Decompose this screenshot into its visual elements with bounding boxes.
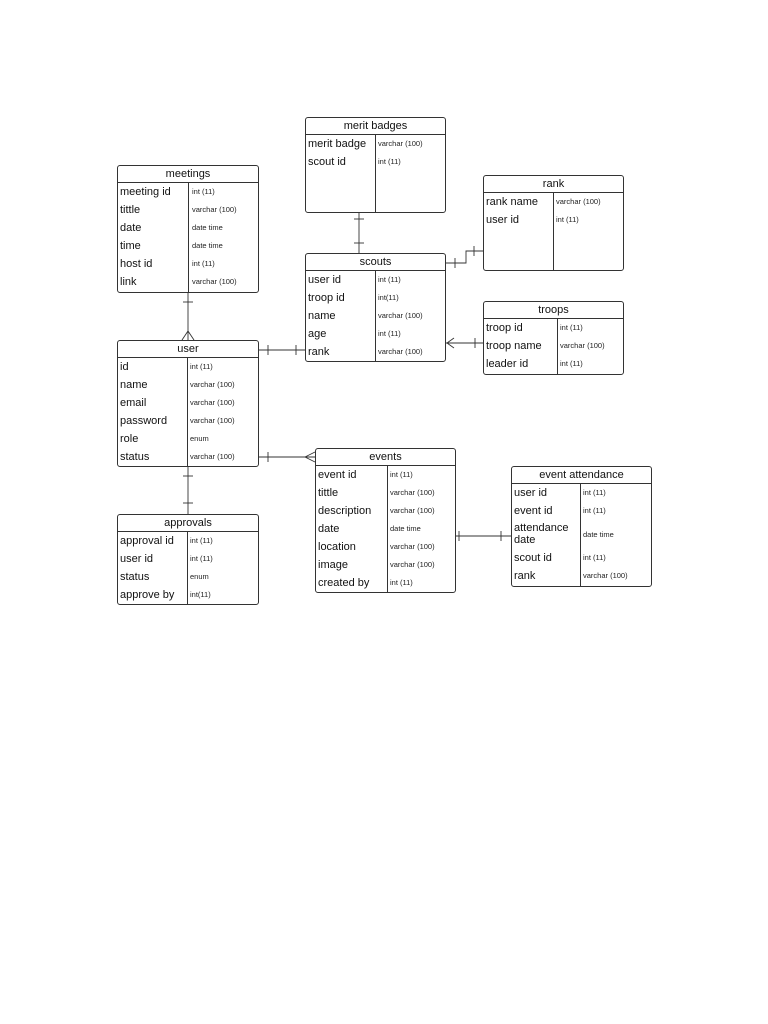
field-name: host id [120, 258, 153, 270]
field-name: user id [308, 274, 342, 286]
entity-title: events [316, 449, 455, 466]
field-name: rank [514, 570, 536, 582]
field-type: int(11) [378, 293, 399, 302]
field-row [118, 532, 258, 550]
field-row [512, 549, 651, 567]
field-row [306, 153, 445, 171]
field-type: date time [192, 223, 223, 232]
entity-title: rank [484, 176, 623, 193]
field-type: int (11) [390, 578, 413, 587]
field-row [484, 355, 623, 373]
field-name: troop id [308, 292, 345, 304]
field-type: int (11) [556, 215, 579, 224]
entity-merit-badges [305, 117, 446, 213]
entity-meetings [117, 165, 259, 293]
field-type: varchar (100) [190, 416, 235, 425]
field-name: status [120, 451, 150, 463]
entity-rank [483, 175, 624, 271]
field-name: date [318, 523, 340, 535]
field-row [484, 337, 623, 355]
field-type: varchar (100) [192, 205, 237, 214]
field-name: role [120, 433, 139, 445]
field-type: enum [190, 434, 209, 443]
entity-troops [483, 301, 624, 375]
field-name: link [120, 276, 137, 288]
field-row [316, 520, 455, 538]
field-type: varchar (100) [190, 452, 235, 461]
field-type: varchar (100) [390, 506, 435, 515]
field-type: varchar (100) [378, 139, 423, 148]
field-name: event id [318, 469, 357, 481]
field-name: time [120, 240, 141, 252]
field-name: scout id [308, 156, 346, 168]
field-name: attendance date [514, 522, 569, 546]
field-name: date [120, 222, 142, 234]
field-type: enum [190, 572, 209, 581]
entity-title: merit badges [306, 118, 445, 135]
field-row [306, 343, 445, 361]
field-type: varchar (100) [390, 542, 435, 551]
entity-title: scouts [306, 254, 445, 271]
entity-events [315, 448, 456, 593]
field-type: int (11) [378, 157, 401, 166]
field-name: user id [514, 487, 548, 499]
field-row [118, 219, 258, 237]
field-type: int (11) [192, 187, 215, 196]
field-row [316, 466, 455, 484]
field-row [118, 183, 258, 201]
field-name: tittle [120, 204, 141, 216]
field-type: date time [390, 524, 421, 533]
field-name: image [318, 559, 348, 571]
field-row [316, 538, 455, 556]
field-name: approval id [120, 535, 174, 547]
field-type: varchar (100) [390, 488, 435, 497]
field-row [118, 201, 258, 219]
field-row [512, 520, 651, 549]
field-type: varchar (100) [190, 380, 235, 389]
field-type: int (11) [560, 359, 583, 368]
field-name: troop name [486, 340, 542, 352]
field-type: int (11) [192, 259, 215, 268]
field-row [118, 237, 258, 255]
entity-title: meetings [118, 166, 258, 183]
entity-title: event attendance [512, 467, 651, 484]
field-row [118, 394, 258, 412]
field-row [306, 289, 445, 307]
field-row [118, 376, 258, 394]
field-type: int (11) [378, 329, 401, 338]
field-row [118, 412, 258, 430]
field-name: user id [120, 553, 154, 565]
field-name: created by [318, 577, 370, 589]
field-type: int (11) [560, 323, 583, 332]
field-type: date time [583, 530, 614, 539]
field-name: leader id [486, 358, 529, 370]
field-row [118, 430, 258, 448]
field-row [316, 574, 455, 592]
field-name: rank [308, 346, 330, 358]
entity-title: troops [484, 302, 623, 319]
entity-title: user [118, 341, 258, 358]
field-type: varchar (100) [378, 347, 423, 356]
field-row [306, 271, 445, 289]
entity-user [117, 340, 259, 467]
field-name: rank name [486, 196, 538, 208]
field-name: user id [486, 214, 520, 226]
field-row [512, 502, 651, 520]
field-row [306, 307, 445, 325]
field-row [118, 586, 258, 604]
field-row [306, 325, 445, 343]
field-type: int (11) [190, 554, 213, 563]
field-name: merit badge [308, 138, 367, 150]
field-row [118, 550, 258, 568]
field-name: tittle [318, 487, 339, 499]
field-type: varchar (100) [583, 571, 628, 580]
entity-event-attendance [511, 466, 652, 587]
field-row [118, 448, 258, 466]
field-type: int (11) [190, 362, 213, 371]
field-type: int (11) [583, 553, 606, 562]
entity-title: approvals [118, 515, 258, 532]
field-row [118, 255, 258, 273]
field-row [316, 484, 455, 502]
field-name: age [308, 328, 327, 340]
field-name: name [120, 379, 148, 391]
field-type: int (11) [378, 275, 401, 284]
field-row [484, 193, 623, 211]
entity-approvals [117, 514, 259, 605]
field-type: date time [192, 241, 223, 250]
field-name: description [318, 505, 372, 517]
field-row [118, 568, 258, 586]
field-type: varchar (100) [378, 311, 423, 320]
entity-scouts [305, 253, 446, 362]
field-name: name [308, 310, 336, 322]
field-name: event id [514, 505, 553, 517]
field-row [484, 211, 623, 229]
field-type: int (11) [190, 536, 213, 545]
field-name: status [120, 571, 150, 583]
field-name: troop id [486, 322, 523, 334]
field-row [118, 273, 258, 291]
field-type: varchar (100) [190, 398, 235, 407]
field-name: id [120, 361, 129, 373]
field-type: int (11) [390, 470, 413, 479]
rel-scouts-rank [446, 251, 483, 263]
field-name: email [120, 397, 147, 409]
field-row [512, 484, 651, 502]
field-type: int (11) [583, 506, 606, 515]
field-row [512, 567, 651, 585]
field-type: int(11) [190, 590, 211, 599]
field-type: varchar (100) [390, 560, 435, 569]
field-name: password [120, 415, 168, 427]
field-type: int (11) [583, 488, 606, 497]
field-name: approve by [120, 589, 175, 601]
field-row [118, 358, 258, 376]
field-type: varchar (100) [560, 341, 605, 350]
field-type: varchar (100) [192, 277, 237, 286]
field-name: meeting id [120, 186, 171, 198]
field-type: varchar (100) [556, 197, 601, 206]
field-row [316, 556, 455, 574]
field-name: scout id [514, 552, 552, 564]
field-row [306, 135, 445, 153]
field-name: location [318, 541, 356, 553]
field-row [316, 502, 455, 520]
field-row [484, 319, 623, 337]
